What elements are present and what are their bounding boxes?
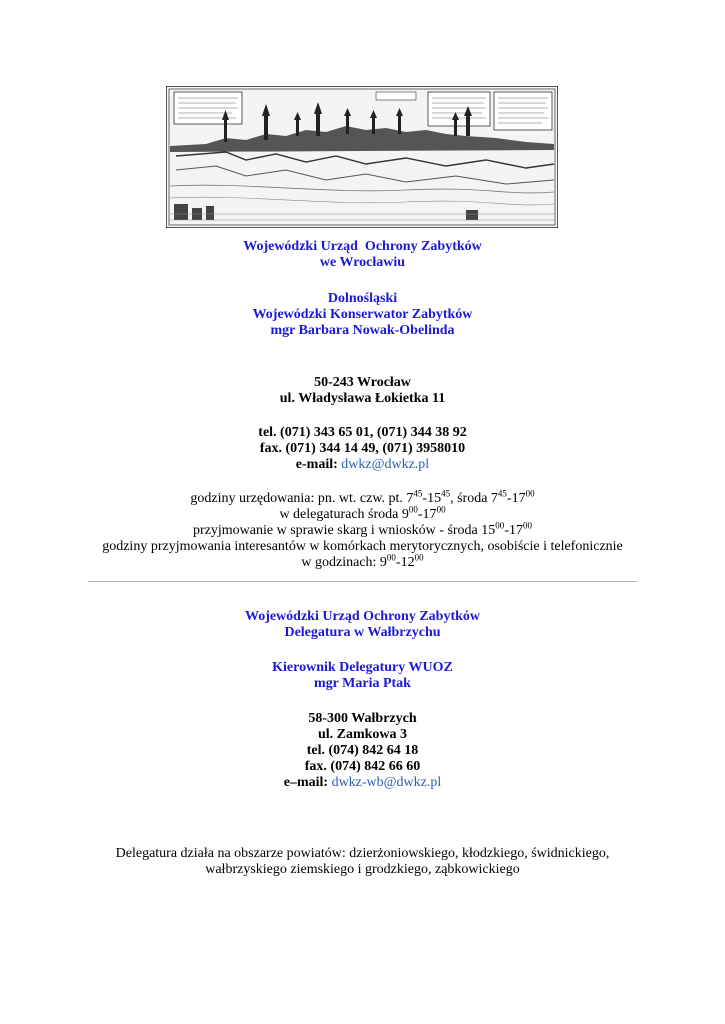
engraving-panorama-image [166, 86, 558, 228]
hours-clients-text: -12 [395, 555, 415, 570]
hours-sup: 00 [386, 552, 396, 563]
branch-heading [60, 609, 665, 641]
office-email-label: e-mail: [295, 457, 338, 472]
branch-head-title: Kierownik Delegatury WUOZ [272, 660, 453, 675]
office-fax: fax. (071) 344 14 49, (071) 3958010 [259, 441, 466, 456]
office-city: we Wrocławiu [319, 255, 406, 270]
office-contact [60, 425, 665, 473]
hours-deleg-text: w delegaturach środa 9 [279, 507, 409, 522]
hours-sup: 00 [408, 504, 418, 515]
branch-postcode-city: 58-300 Wałbrzych [308, 711, 417, 726]
office-street: ul. Władysława Łokietka 11 [279, 391, 446, 406]
branch-name: Delegatura w Wałbrzychu [284, 625, 441, 640]
hours-sup: 00 [522, 520, 532, 531]
branch-tel: tel. (074) 842 64 18 [306, 743, 419, 758]
branch-area [60, 846, 665, 878]
hours-complaints-line [60, 520, 665, 539]
office-tel: tel. (071) 343 65 01, (071) 344 38 92 [258, 425, 467, 440]
hours-sup: 45 [497, 488, 507, 499]
office-postcode-city: 50-243 Wrocław [314, 375, 411, 390]
branch-area-line-2: wałbrzyskiego ziemskiego i grodzkiego, ząbkowickiego [205, 862, 520, 877]
office-email-line [60, 457, 665, 473]
conservator-name: mgr Barbara Nowak-Obelinda [270, 323, 455, 338]
hours-office-text: -17 [506, 491, 526, 506]
hours-sup: 00 [436, 504, 446, 515]
office-email-link[interactable]: dwkz@dwkz.pl [341, 457, 430, 472]
branch-email-label: e–mail: [283, 775, 329, 790]
hours-delegatura-line [60, 504, 665, 523]
hours-sup: 00 [414, 552, 424, 563]
hours-clients-time-line [60, 552, 665, 571]
branch-fax: fax. (074) 842 66 60 [304, 759, 421, 774]
branch-contact [60, 711, 665, 791]
hours-clients-line: godziny przyjmowania interesantów w komórkach merytorycznych, osobiście i telefonicznie [102, 539, 623, 554]
branch-head-name: mgr Maria Ptak [314, 676, 411, 691]
branch-area-line-1: Delegatura działa na obszarze powiatów: dzierżoniowskiego, kłodzkiego, świdnickiego, [115, 846, 610, 861]
conservator-title-2: Wojewódzki Konserwator Zabytków [252, 307, 473, 322]
section-divider [88, 581, 637, 582]
hours-clients-text: w godzinach: 9 [301, 555, 387, 570]
office-name: Wojewódzki Urząd Ochrony Zabytków [243, 239, 482, 254]
hours-sup: 45 [413, 488, 423, 499]
hours-office-text: -15 [422, 491, 442, 506]
hours-sup: 00 [525, 488, 535, 499]
hours-sup: 45 [441, 488, 451, 499]
conservator-heading [60, 291, 665, 339]
hours-complaints-text: przyjmowanie w sprawie skarg i wniosków - środa 15 [193, 523, 496, 538]
branch-head [60, 660, 665, 692]
conservator-title-1: Dolnośląski [327, 291, 398, 306]
office-address [60, 375, 665, 407]
hours-office-text: godziny urzędowania: pn. wt. czw. pt. 7 [190, 491, 414, 506]
branch-office-name: Wojewódzki Urząd Ochrony Zabytków [244, 609, 481, 624]
branch-email-line [60, 775, 665, 791]
office-heading [60, 239, 665, 271]
hours-office-text: , środa 7 [450, 491, 498, 506]
office-hours [60, 488, 665, 571]
hours-office-line [60, 488, 665, 507]
hours-complaints-text: -17 [504, 523, 523, 538]
branch-email-link[interactable]: dwkz-wb@dwkz.pl [331, 775, 442, 790]
hours-deleg-text: -17 [417, 507, 437, 522]
branch-street: ul. Zamkowa 3 [317, 727, 408, 742]
hours-sup: 00 [495, 520, 505, 531]
